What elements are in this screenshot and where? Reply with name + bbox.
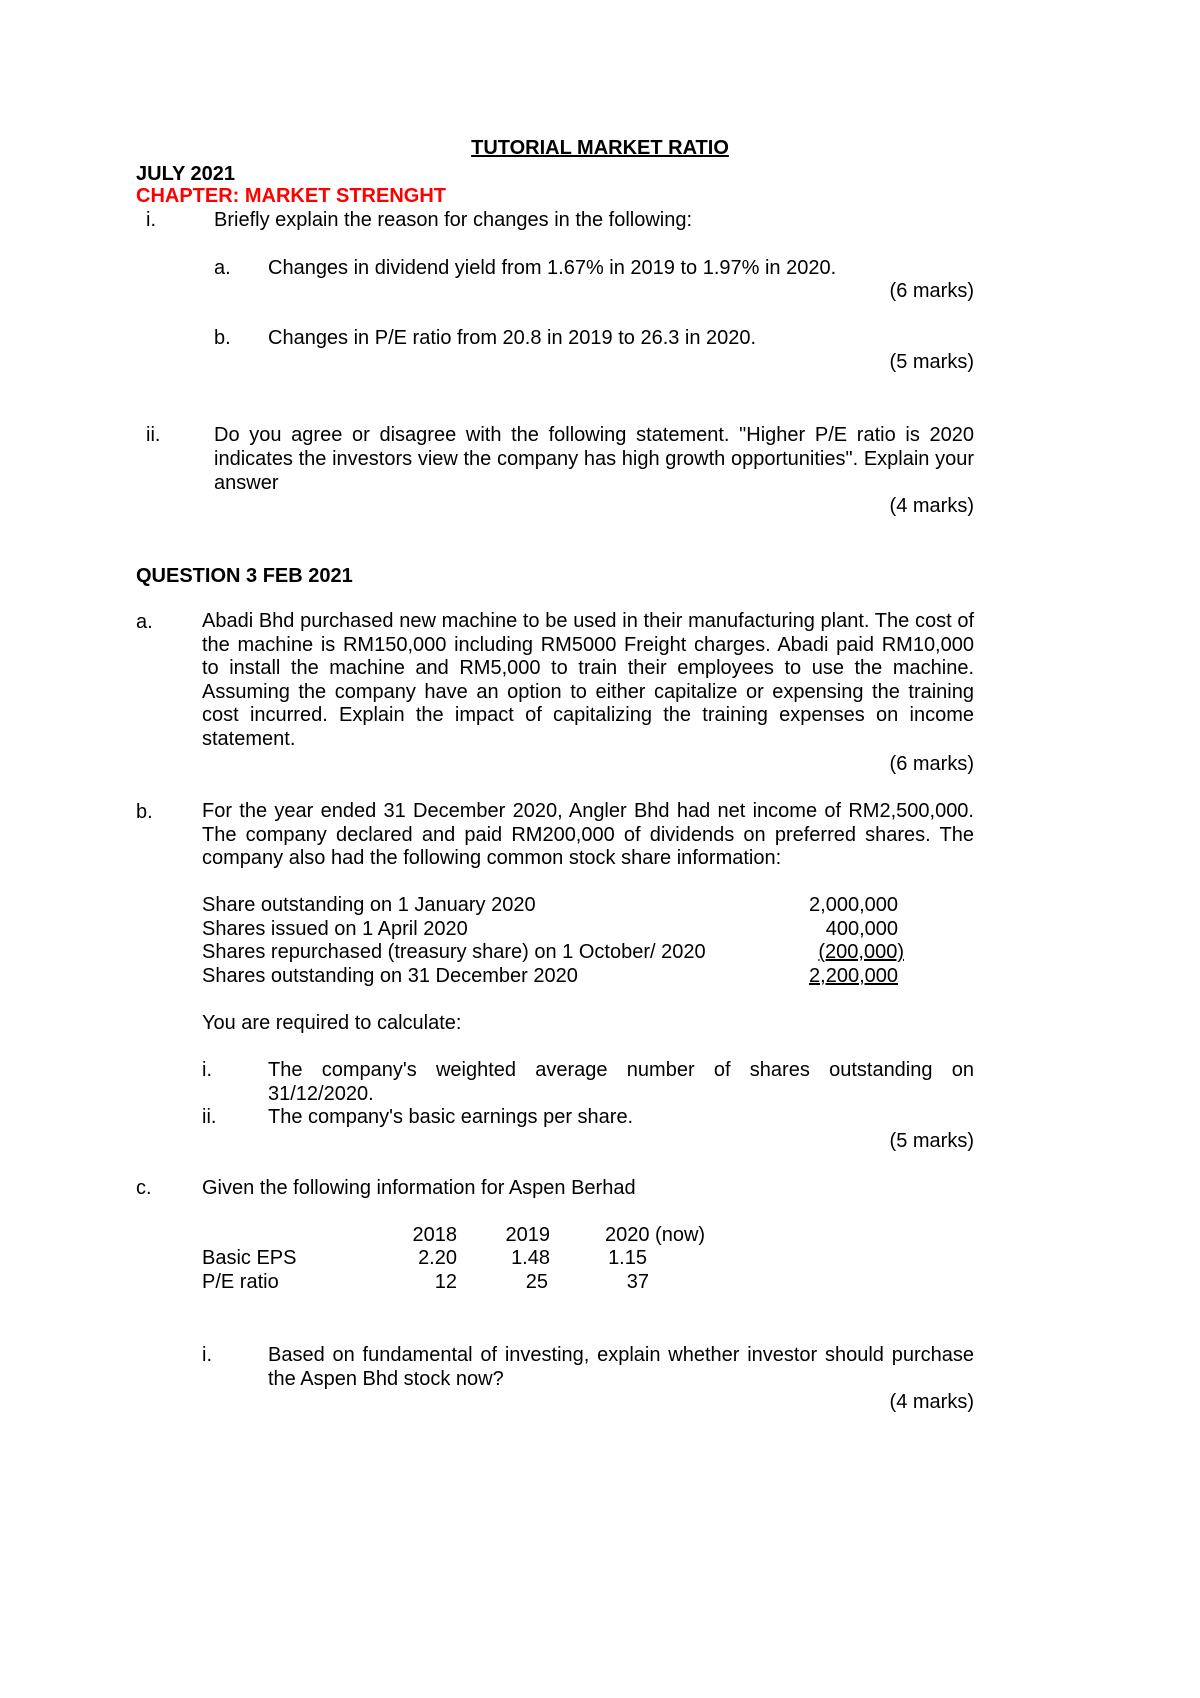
shares-row-value: 2,200,000 — [809, 965, 898, 987]
question-i-a-text: Changes in dividend yield from 1.67% in 2019 to 1.97% in 2020. — [268, 257, 837, 279]
question-i-b-text: Changes in P/E ratio from 20.8 in 2019 to 26.3 in 2020. — [268, 327, 757, 349]
question-ii-text: Do you agree or disagree with the following statement. "Higher P/E ratio is 2020 indicates the investors view the company has high growth opportunities". Explain your answer — [214, 424, 974, 494]
question-3b-ii-number: ii. — [202, 1106, 217, 1128]
question-i-a-label: a. — [214, 257, 231, 279]
question-3b-i-text-cont: 31/12/2020. — [268, 1083, 374, 1105]
table-cell: 1.48 — [511, 1247, 550, 1269]
question-i-number: i. — [146, 209, 156, 231]
table-cell: 25 — [525, 1271, 548, 1293]
page-title: TUTORIAL MARKET RATIO — [471, 137, 729, 159]
session-heading: JULY 2021 — [136, 163, 235, 185]
question-ii-marks: (4 marks) — [889, 495, 974, 517]
question-3a-text: Abadi Bhd purchased new machine to be used in their manufacturing plant. The cost of the machine is RM150,000 including RM5000 Freight charges. Abadi paid RM10,000 to install the machine and RM5,000 to train their employees to use the machine. Assuming the company have an option to either capitalize or expensing the training cost incurred. Explain the impact of capitalizing the training expenses on income statement. — [202, 610, 974, 750]
table-year-header: 2020 (now) — [605, 1224, 706, 1246]
shares-row-label: Share outstanding on 1 January 2020 — [202, 894, 536, 916]
question-3c-marks: (4 marks) — [889, 1391, 974, 1413]
question-3b-label: b. — [136, 801, 153, 823]
shares-row-label: Shares outstanding on 31 December 2020 — [202, 965, 578, 987]
question-3c-i-number: i. — [202, 1344, 212, 1366]
question-3c-text: Given the following information for Aspen Berhad — [202, 1177, 636, 1199]
question-i-a-marks: (6 marks) — [889, 280, 974, 302]
question-3b-text: For the year ended 31 December 2020, Angler Bhd had net income of RM2,500,000. The company declared and paid RM200,000 of dividends on preferred shares. The company also had the following common stock share information: — [202, 800, 974, 869]
question-i-text: Briefly explain the reason for changes in the following: — [214, 209, 693, 231]
question-3a-label: a. — [136, 611, 153, 633]
question-i-b-marks: (5 marks) — [889, 351, 974, 373]
chapter-heading: CHAPTER: MARKET STRENGHT — [136, 185, 446, 207]
question-i-b-label: b. — [214, 327, 231, 349]
table-year-header: 2018 — [412, 1224, 457, 1246]
table-cell: 1.15 — [608, 1247, 647, 1269]
question-3c-label: c. — [136, 1177, 152, 1199]
table-cell: 12 — [434, 1271, 457, 1293]
question-3b-i-number: i. — [202, 1059, 212, 1081]
question-3b-ii-text: The company's basic earnings per share. — [268, 1106, 634, 1128]
question-ii-number: ii. — [146, 424, 161, 446]
question-3b-required: You are required to calculate: — [202, 1012, 462, 1034]
shares-row-value: (200,000) — [818, 941, 904, 963]
question-3c-i-text: Based on fundamental of investing, explain whether investor should purchase the Aspen Bhd stock now? — [268, 1344, 974, 1390]
question-3a-marks: (6 marks) — [889, 753, 974, 775]
table-row-label: P/E ratio — [202, 1271, 279, 1293]
table-cell: 2.20 — [418, 1247, 457, 1269]
question-3b-marks: (5 marks) — [889, 1130, 974, 1152]
table-cell: 37 — [626, 1271, 649, 1293]
question-3b-i-text: The company's weighted average number of shares outstanding on — [268, 1059, 974, 1081]
shares-row-label: Shares repurchased (treasury share) on 1 October/ 2020 — [202, 941, 706, 963]
table-row-label: Basic EPS — [202, 1247, 297, 1269]
shares-row-label: Shares issued on 1 April 2020 — [202, 918, 468, 940]
shares-row-value: 2,000,000 — [809, 894, 898, 916]
shares-row-value: 400,000 — [825, 918, 898, 940]
table-year-header: 2019 — [505, 1224, 550, 1246]
question-3-heading: QUESTION 3 FEB 2021 — [136, 565, 353, 587]
